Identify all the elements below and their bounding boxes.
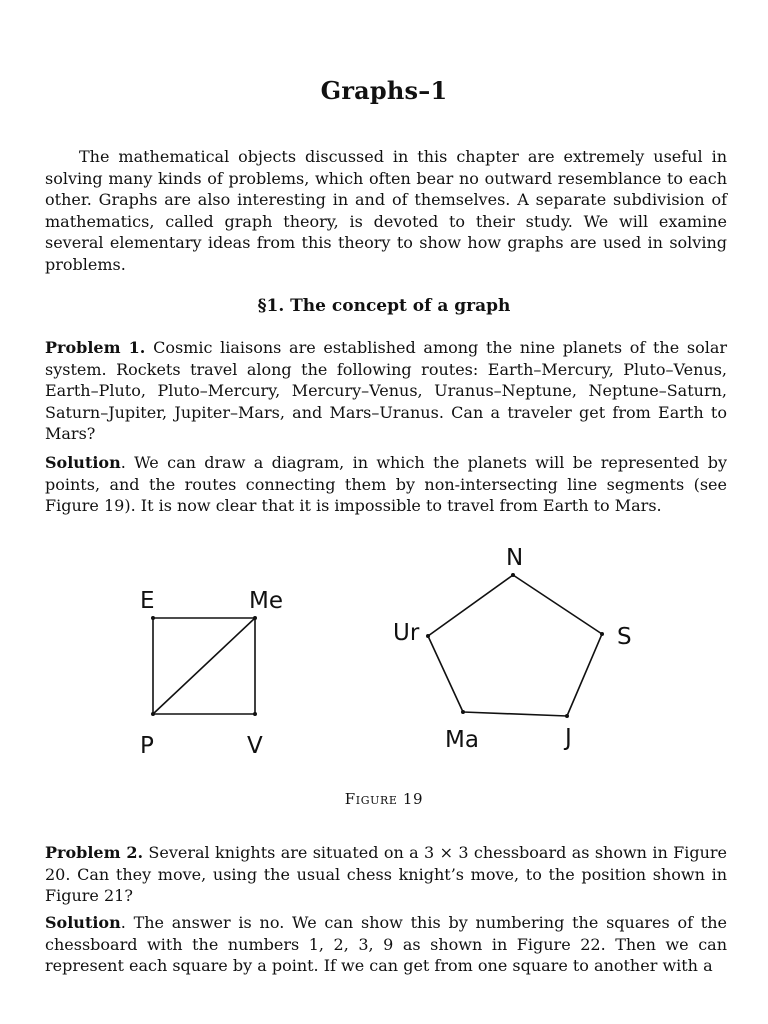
node-ma xyxy=(461,710,465,714)
problem-1-paragraph xyxy=(45,337,727,445)
label-ma: Ma xyxy=(445,727,479,753)
intro-paragraph: The mathematical objects discussed in this chapter are extremely useful in solving many kinds of problems, which often bear no outward resemblance to each other. Graphs are also interesting in and of themselves. A separate subdivision of mathematics, called graph theory, is devoted to their study. We will examine several elementary ideas from this theory to show how graphs are used in solving problems. xyxy=(45,147,727,274)
node-e xyxy=(151,616,155,620)
solution-1-label: Solution xyxy=(45,453,121,472)
solution-1-text: . We can draw a diagram, in which the planets will be represented by points, and the routes connecting them by non-intersecting line segments (see Figure 19). It is now clear that it is impossible to travel from Earth to Mars. xyxy=(45,453,727,515)
node-s xyxy=(600,632,604,636)
solution-2-label: Solution xyxy=(45,913,121,932)
figure-caption: Figure 19 xyxy=(344,790,424,808)
problem-2-paragraph xyxy=(45,842,727,907)
right-graph xyxy=(393,545,632,753)
label-v: V xyxy=(247,733,263,759)
section-heading: §1. The concept of a graph xyxy=(257,296,511,316)
solution-2-paragraph xyxy=(45,912,727,977)
edge-p-me xyxy=(153,618,255,714)
label-n: N xyxy=(506,545,524,571)
node-ur xyxy=(426,634,430,638)
label-e: E xyxy=(140,588,155,614)
label-s: S xyxy=(617,624,632,650)
label-p: P xyxy=(140,733,154,759)
problem-2-label: Problem 2. xyxy=(45,843,144,862)
left-graph xyxy=(140,588,283,759)
figure-19-graphs xyxy=(0,540,768,780)
solution-1-paragraph xyxy=(45,452,727,517)
label-ur: Ur xyxy=(393,620,420,646)
pentagon-edges xyxy=(428,575,602,716)
solution-2-text: . The answer is no. We can show this by numbering the squares of the chessboard with the numbers 1, 2, 3, 9 as shown in Figure 22. Then we can represent each square by a point. If we can get from one square to another with a xyxy=(45,913,727,975)
problem-1-label: Problem 1. xyxy=(45,338,146,357)
label-me: Me xyxy=(249,588,283,614)
problem-1-text: Cosmic liaisons are established among the nine planets of the solar system. Rockets travel along the following routes: Earth–Mercury, Pluto–Venus, Earth–Pluto, Pluto–Mercury, Mercury–Venus, Uranus–Neptune, Neptune–Saturn, Saturn–Jupiter, Jupiter–Mars, and Mars–Uranus. Can a traveler get from Earth to Mars? xyxy=(45,338,728,443)
problem-2-text: Several knights are situated on a 3 × 3 chessboard as shown in Figure 20. Can they move, using the usual chess knight’s move, to the position shown in Figure 21? xyxy=(45,843,727,905)
label-j: J xyxy=(565,725,572,751)
node-p xyxy=(151,712,155,716)
chapter-title: Graphs–1 xyxy=(320,76,448,105)
node-me xyxy=(253,616,257,620)
node-j xyxy=(565,714,569,718)
node-v xyxy=(253,712,257,716)
node-n xyxy=(511,573,515,577)
